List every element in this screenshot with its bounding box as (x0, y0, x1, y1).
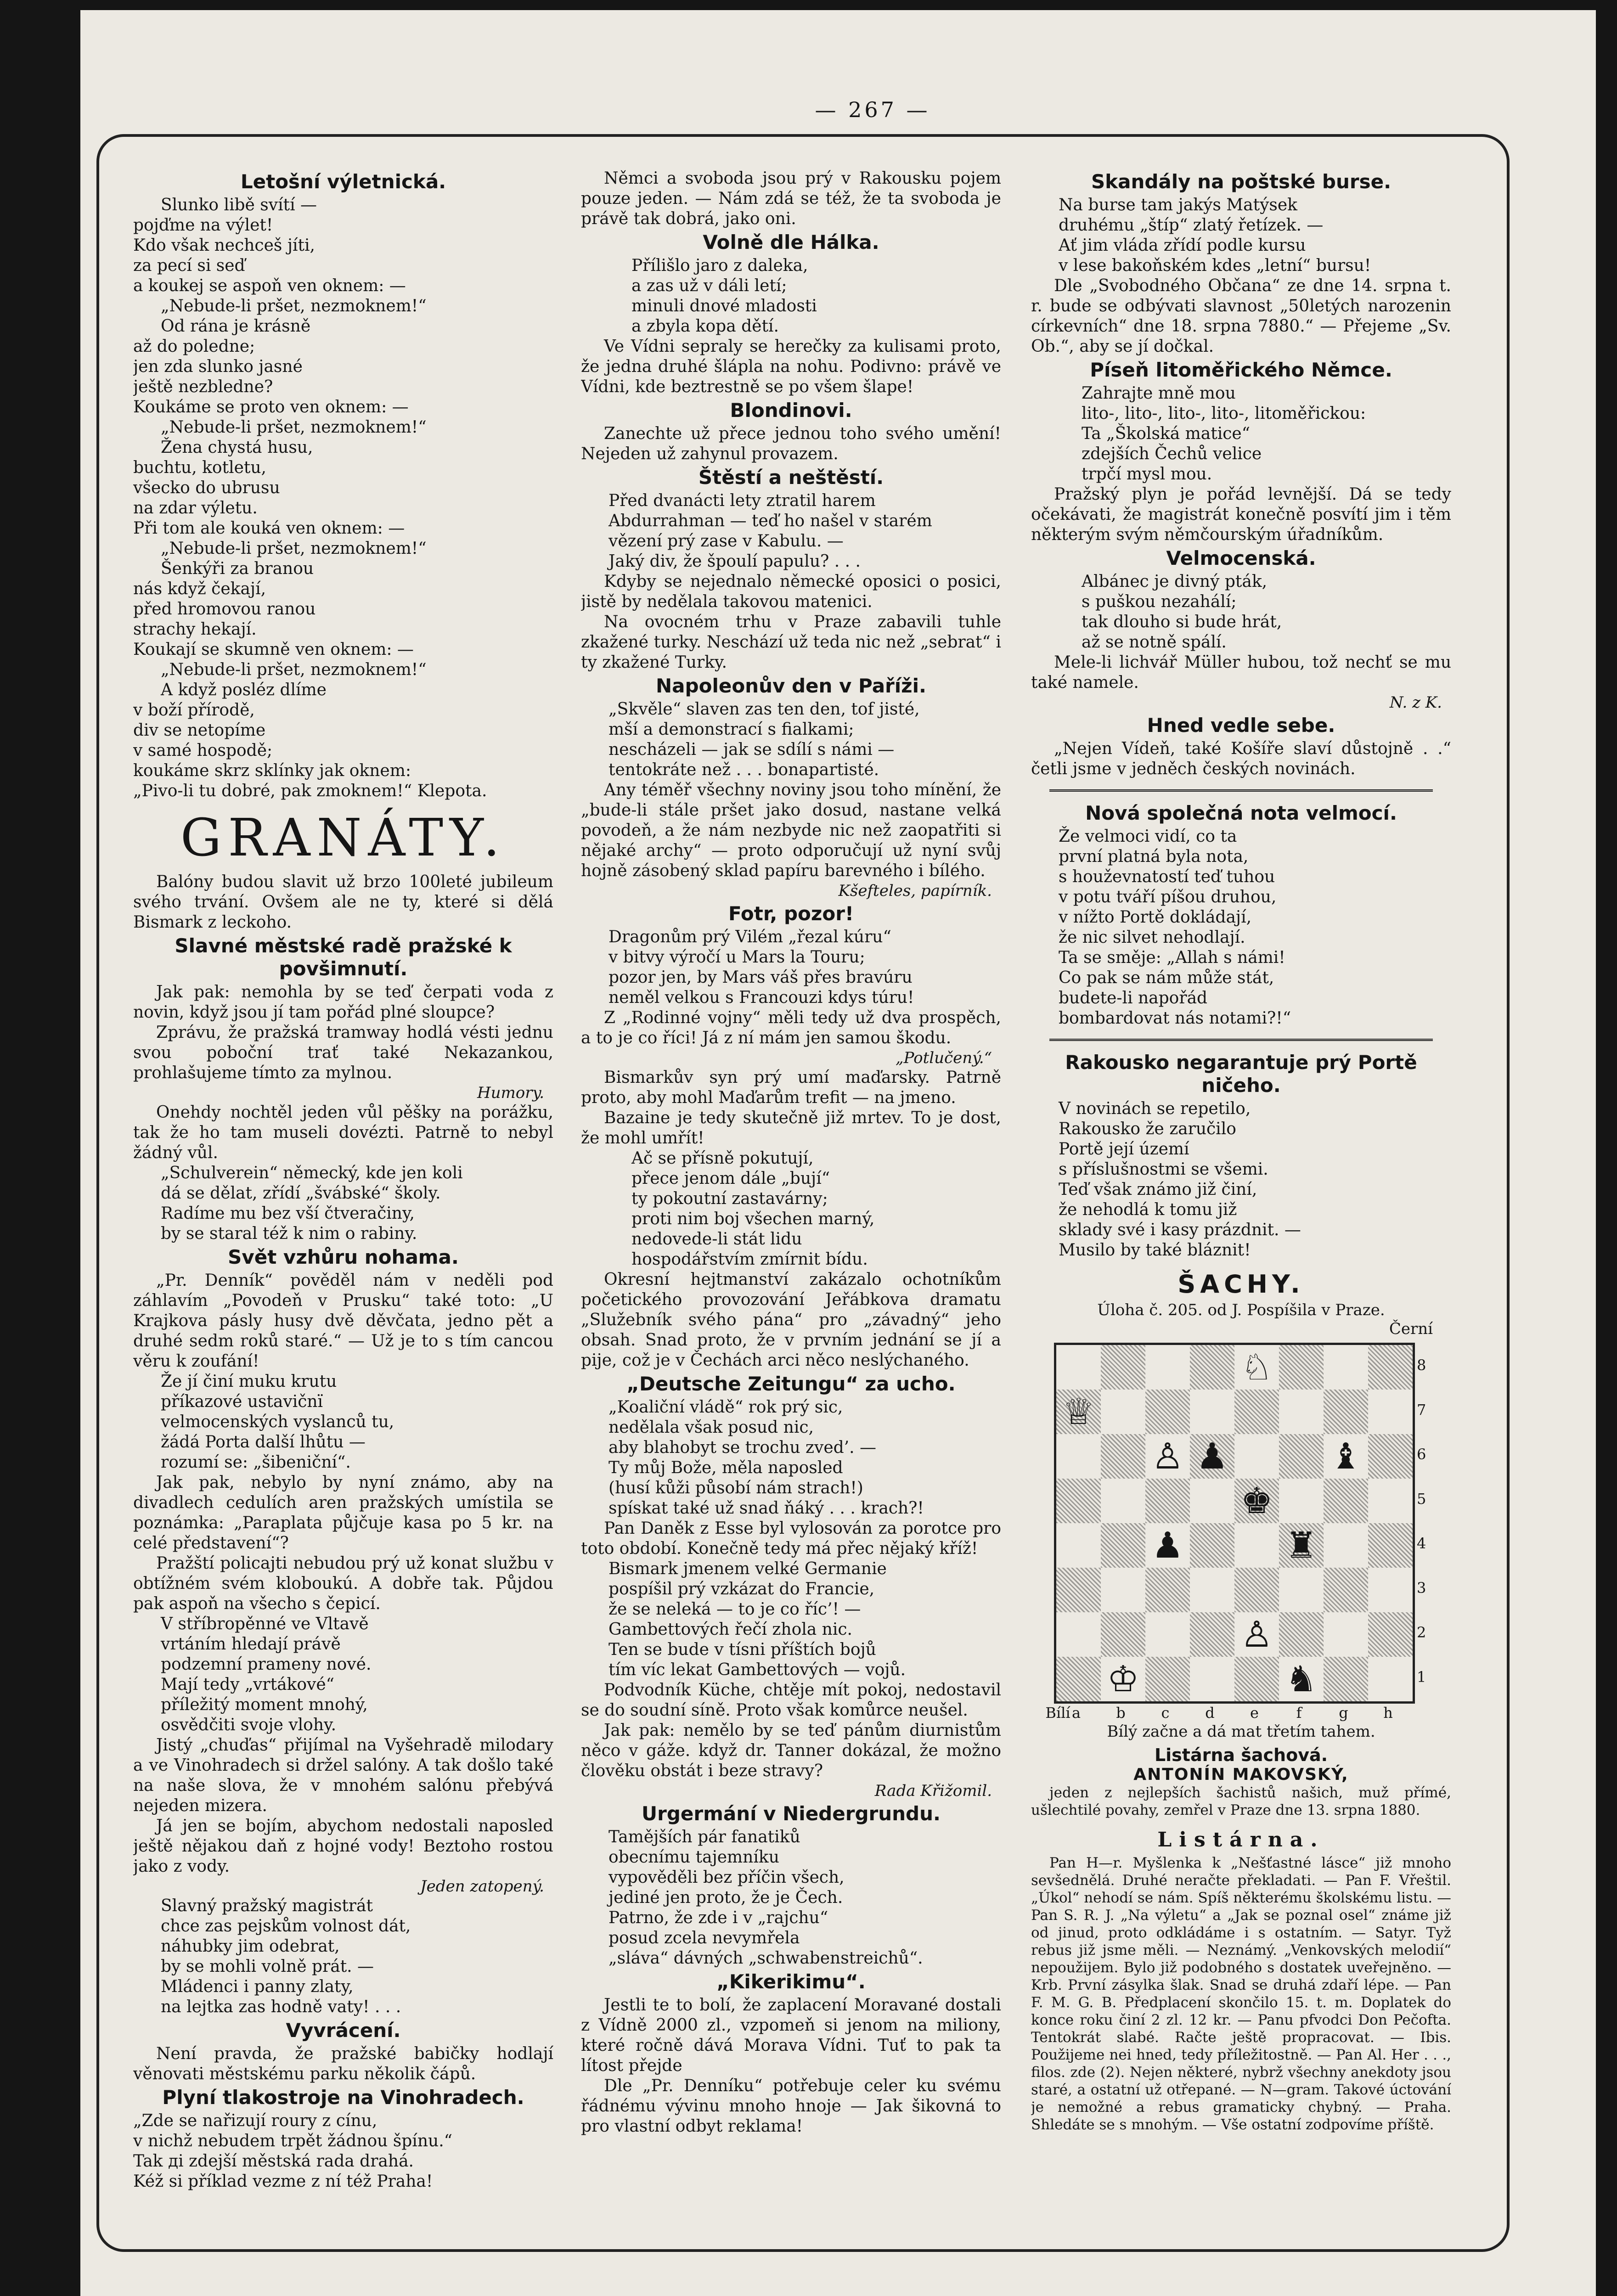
verse-line: že se neleká — to je co říc’! — (608, 1600, 861, 1619)
poem-line: Žena chystá husu, (161, 438, 313, 457)
paragraph: Pražští policajti nebudou prý už konat službu v obtížném svém kloboukú. A dobře tak. Půjdou pak aspoň na všecho s čepicí. (133, 1554, 553, 1613)
poem-line: v samé hospodě; (133, 741, 273, 760)
chess-square (1056, 1523, 1101, 1568)
poem-line: „Nebude-li pršet, nezmoknem!“ (161, 418, 427, 437)
paragraph: Kdyby se nejednalo německé oposici o posici, jistě by nedělala takovou matenici. (581, 572, 1001, 611)
verse-line: Ať jim vláda zřídí podle kursu (1059, 236, 1306, 255)
verse-line: v potu tváří píšou druhou, (1059, 888, 1277, 906)
verse-line: sklady své i kasy prázdnit. — (1059, 1221, 1301, 1239)
file-label: d (1205, 1704, 1215, 1722)
paragraph: Zanechte už přece jednou toho svého umění! Nejeden už zahynul provazem. (581, 424, 1001, 463)
verse-line: Mládenci i panny zlaty, (161, 1977, 354, 1996)
chess-square (1324, 1657, 1368, 1701)
poem-line: nás když čekají, (133, 580, 266, 598)
verse-line: velmocenských vyslanců tu, (161, 1412, 394, 1431)
paragraph: Zprávu, že pražská tramway hodlá vésti jednu svou poboční trať také Nekazankou, prohlašujeme tímto za mylnou. (133, 1023, 553, 1082)
chess-square (1145, 1345, 1190, 1390)
verse-line: Slavný pražský magistrát (161, 1896, 373, 1915)
chess-square (1279, 1657, 1324, 1701)
chess-square (1234, 1657, 1279, 1701)
column-middle (581, 169, 1001, 2221)
paragraph: Bazaine je tedy skutečně již mrtev. To je dost, že mohl umřít! (581, 1109, 1001, 1148)
chess-square (1279, 1612, 1324, 1657)
chess-square (1368, 1657, 1413, 1701)
poem-line: „Nebude-li pršet, nezmoknem!“ (161, 297, 427, 315)
verse-line: Ta se směje: „Allah s námi! (1059, 948, 1285, 967)
file-label: a (1071, 1704, 1081, 1722)
verse-line: Že velmoci vidí, co ta (1059, 827, 1237, 846)
file-label: g (1339, 1704, 1348, 1722)
headline: Volně dle Hálka. (703, 231, 879, 253)
chess-square (1368, 1523, 1413, 1568)
chess-square (1056, 1612, 1101, 1657)
verse-line: rozumí se: „šibeniční“. (161, 1453, 351, 1472)
verse-line: jediné jen proto, že je Čech. (608, 1888, 843, 1907)
verse-line: Patrno, že zde i v „rajchu“ (608, 1908, 828, 1927)
headline: Fotr, pozor! (728, 902, 854, 925)
chess-piece: ♟ (1196, 1435, 1228, 1477)
paragraph: Jestli te to bolí, že zaplacení Moravané dostali z Vídně 2000 zl., vzpomeň si jenom na miliony, které ročně dává Morava Vídni. Tuť to pak ta lítost přejde (581, 1996, 1001, 2075)
verse-line: minuli dnové mladosti (631, 297, 817, 315)
chess-black-label: Černí (1389, 1320, 1433, 1338)
chess-square (1324, 1345, 1368, 1390)
verse-line: s příslušnostmi se všemi. (1059, 1160, 1268, 1179)
paragraph: Balóny budou slavit už brzo 100leté jubileum svého trvání. Ovšem ale ne ty, které si dělá Bismark z leckoho. (133, 872, 553, 932)
verse-line: lito-, lito-, lito-, lito-, litoměřickou: (1082, 404, 1366, 423)
chess-mailbox-title: Listárna šachová. (1154, 1745, 1328, 1765)
verse-line: by se staral též k nim o rabiny. (161, 1224, 417, 1243)
verse-line: bombardovat nás notami?!“ (1059, 1009, 1291, 1028)
paragraph: Jak pak, nebylo by nyní známo, aby na divadlech cedulích aren pražských umístila se poznámka: „Paraplata půjčuje kasa po 5 kr. na celé představení“? (133, 1473, 553, 1553)
verse-line: na lejtka zas hodně vaty! . . . (161, 1998, 401, 2016)
mailbox-text: Pan H—r. Myšlenka k „Nešťastné lásce“ již mnoho sevšednělá. Druhé neračte překladati. — Pan F. Vřeštil. „Úkol“ nehodí se nám. Spíš některému školskému listu. — Pan S. R. J. „Na výletu“ a „Jak se poznal osel“ známe již od jinud, proto odkládáme i s ostatním. — Satyr. Tyž rebus již jsme měli. — Neznámý. „Venkovských melodií“ nepoužijem. Bylo již podobného s dostatek uveřejněno. — Krb. První zásylka šlak. Snad se druhá zdaří lépe. — Pan F. M. G. B. Předplacení skončilo 15. t. m. Doplatek do konce roku činí 2 zl. 12 kr. — Panu pfvodci Don Pečofta. Tentokrát slabé. Račte ještě propracovat. — Ibis. Použijeme nei hned, tedy příležitostně. — Pan Al. Her . . ., filos. zde (2). Nejen některé, nybrž všechny anekdoty jsou staré, a ostatní už otřepané. — N—gram. Takové úctování je nemožné a rebus gramaticky chybný. — Praha. Shledáte se s mnohým. — Vše ostatní zodpovíme příště. (1031, 1855, 1451, 2133)
paragraph: Ve Vídni sepraly se herečky za kulisami proto, že jedna druhé šlápla na nohu. Podivno: právě ve Vídni, kde beztrestně se po všem šlape! (581, 337, 1001, 396)
chess-square (1324, 1523, 1368, 1568)
verse-line: hospodářstvím zmírnit bídu. (631, 1250, 868, 1269)
chess-piece: ♚ (1240, 1480, 1273, 1522)
chess-square (1234, 1612, 1279, 1657)
chess-square (1056, 1657, 1101, 1701)
chess-square (1190, 1390, 1234, 1434)
chess-piece: ♝ (1330, 1435, 1362, 1477)
file-label: c (1161, 1704, 1170, 1722)
paragraph: Jak pak: nemohla by se teď čerpati voda z novin, když jsou jí tam pořád plné sloupce? (133, 983, 553, 1022)
chess-square (1101, 1345, 1145, 1390)
chess-piece: ♘ (1240, 1346, 1273, 1388)
headline: Velmocenská. (1166, 547, 1316, 569)
poem-line: Koukáme se proto ven oknem: — (133, 398, 409, 416)
chess-square (1324, 1612, 1368, 1657)
chess-piece: ♕ (1062, 1391, 1095, 1433)
verse-line: ty pokoutní zastavárny; (631, 1189, 828, 1208)
chess-square (1101, 1523, 1145, 1568)
chess-piece: ♙ (1151, 1435, 1184, 1477)
poem-line: a koukej se aspoň ven oknem: — (133, 276, 406, 295)
chess-square (1145, 1523, 1190, 1568)
file-label: e (1250, 1704, 1259, 1722)
chess-square (1056, 1568, 1101, 1612)
poem-line: Slunko libě svítí — (161, 196, 317, 214)
poem-line: buchtu, kotletu, (133, 458, 266, 477)
verse-line: Gambettových řečí zhola nic. (608, 1620, 852, 1639)
chess-caption: Úloha č. 205. od J. Pospíšila v Praze. (1097, 1301, 1385, 1319)
poem-line: „Pivo-li tu dobré, pak zmoknem!“ Klepota. (133, 782, 487, 800)
paragraph: Onehdy nochtěl jeden vůl pěšky na porážku, tak že ho tam museli dovézti. Patrně to nebyl žádný vůl. (133, 1103, 553, 1162)
paragraph: „Pr. Denník“ pověděl nám v neděli pod záhlavím „Povodeň v Prusku“ také toto: „U Krajkova pásly husy dvě děvčata, jedno pět a druhé sedm roků staré.“ — Už je to s tím cancou věru k zoufání! (133, 1271, 553, 1371)
headline: Nová společná nota velmocí. (1085, 802, 1397, 824)
rank-label: 1 (1417, 1668, 1426, 1686)
paragraph: Dle „Pr. Denníku“ potřebuje celer ku svému řádnému vývinu mnoho hnoje — Jak šikovná to pro vlastní odbyt reklama! (581, 2077, 1001, 2136)
chess-square (1190, 1568, 1234, 1612)
chess-square (1324, 1479, 1368, 1523)
paragraph: Dle „Svobodného Občana“ ze dne 14. srpna t. r. bude se odbývati slavnost „50letých narozenin církevních“ dne 18. srpna 7880.“ — Přejeme „Sv. Ob.“, aby se jí dočkal. (1031, 276, 1451, 356)
chess-square (1056, 1434, 1101, 1479)
chess-square (1368, 1612, 1413, 1657)
verse-line: Tamějších pár fanatiků (608, 1828, 800, 1846)
verse-line: že nic silvet nehodlají. (1059, 928, 1245, 947)
verse-line: Mají tedy „vrtákové“ (161, 1675, 335, 1694)
column-left (133, 169, 553, 2221)
poem-line: Od rána je krásně (161, 317, 311, 336)
poem-line: A když posléz dlíme (161, 681, 327, 699)
file-label: b (1116, 1704, 1126, 1722)
chess-piece: ♔ (1107, 1658, 1139, 1700)
headline: Urgermání v Niedergrundu. (642, 1802, 941, 1825)
verse-line: s puškou nezahálí; (1082, 592, 1237, 611)
verse-line: vypověděli bez příčin všech, (608, 1868, 845, 1887)
paragraph: Jistý „chuďas“ přijímal na Vyšehradě milodary a ve Vinohradech si držel salóny. A tak došlo také na naše slova, že v mnohém salónu přebývá nejeden mizera. (133, 1736, 553, 1815)
chess-square (1368, 1345, 1413, 1390)
paragraph: Podvodník Küche, chtěje mít pokoj, nedostavil se do soudní síně. Proto však komůrce neušel. (581, 1681, 1001, 1720)
verse-line: Ten se bude v tísni příštích bojů (608, 1640, 876, 1659)
poem-line: „Nebude-li pršet, nezmoknem!“ (161, 539, 427, 558)
rank-label: 5 (1417, 1490, 1426, 1508)
chess-square (1056, 1390, 1101, 1434)
headline: Štěstí a neštěstí. (698, 466, 884, 489)
verse-line: pozor jen, by Mars váš přes bravúru (608, 968, 913, 987)
verse-line: v lese bakoňském kdes „letní“ bursu! (1059, 256, 1371, 275)
chess-square (1324, 1390, 1368, 1434)
verse-line: dá se dělat, zřídí „švábské“ školy. (161, 1184, 441, 1203)
chess-square (1324, 1434, 1368, 1479)
verse-line: mší a demonstrací s fialkami; (608, 720, 854, 739)
poem-line: „Nebude-li pršet, nezmoknem!“ (161, 660, 427, 679)
divider (1049, 789, 1433, 792)
poem-line: Šenkýři za branou (161, 559, 314, 578)
headline: Svět vzhůru nohama. (228, 1246, 459, 1268)
verse-line: Ty můj Bože, měla naposled (608, 1458, 843, 1477)
verse-line: Kéž si příklad vezme z ní též Praha! (133, 2172, 433, 2191)
poem-line: Koukají se skumně ven oknem: — (133, 640, 414, 659)
signature: Jeden zatopený. (420, 1877, 544, 1896)
paragraph: Němci a svoboda jsou prý v Rakousku pojem pouze jeden. — Nám zdá se též, že ta svoboda je právě tak dobrá, jako oni. (581, 169, 1001, 228)
chess-square (1279, 1390, 1324, 1434)
verse-line: žádá Porta další lhůtu — (161, 1433, 366, 1452)
rank-label: 8 (1417, 1356, 1426, 1374)
verse-line: s houževnatostí teď tuhou (1059, 867, 1275, 886)
verse-line: přece jenom dále „bují“ (631, 1169, 830, 1188)
signature: Rada Křižomil. (874, 1782, 992, 1800)
poem-line: na zdar výletu. (133, 499, 258, 518)
chess-board (1054, 1343, 1415, 1704)
verse-line: „Koaliční vládě“ rok prý sic, (608, 1398, 843, 1417)
verse-line: podzemní prameny nové. (161, 1655, 372, 1674)
verse-line: Bismark jmenem velké Germanie (608, 1559, 887, 1578)
chess-piece: ♟ (1151, 1525, 1184, 1566)
chess-square (1101, 1657, 1145, 1701)
verse-line: náhubky jim odebrat, (161, 1937, 340, 1956)
verse-line: vrtáním hledají právě (161, 1635, 341, 1654)
paragraph: Pan Daněk z Esse byl vylosován za porotce pro toto období. Konečně tedy má přec nějaký kříž! (581, 1519, 1001, 1558)
verse-line: V novinách se repetilo, (1059, 1099, 1251, 1118)
headline: Skandály na poštské burse. (1091, 170, 1392, 193)
verse-line: aby blahobyt se trochu zved’. — (608, 1438, 876, 1457)
poem-line: Při tom ale kouká ven oknem: — (133, 519, 405, 538)
chess-square (1145, 1390, 1190, 1434)
verse-line: Albánec je divný pták, (1082, 572, 1268, 591)
headline: „Kikerikimu“. (716, 1970, 866, 1993)
chess-square (1279, 1568, 1324, 1612)
chess-square (1101, 1434, 1145, 1479)
verse-line: Dragonům prý Vilém „řezal kúru“ (608, 928, 891, 946)
paragraph: Bismarkův syn prý umí maďarsky. Patrně proto, aby mohl Maďarům trefit — na jmeno. (581, 1068, 1001, 1107)
chess-square (1101, 1479, 1145, 1523)
chess-piece: ♙ (1240, 1614, 1273, 1655)
page-number: — 267 — (815, 97, 930, 122)
chess-footer: Bílý začne a dá mat třetím tahem. (1107, 1722, 1375, 1741)
chess-piece: ♞ (1285, 1658, 1318, 1700)
poem-title: Letošní výletnická. (240, 170, 446, 193)
chess-square (1234, 1523, 1279, 1568)
column-right (1031, 169, 1451, 2221)
verse-line: že nehodlá k tomu již (1059, 1200, 1237, 1219)
verse-line: pospíšil prý vzkázat do Francie, (608, 1580, 875, 1598)
poem-line: v boží přírodě, (133, 701, 255, 720)
verse-line: proti nim boj všechen marný, (631, 1210, 875, 1228)
paragraph: Není pravda, že pražské babičky hodlají věnovati městskému parku několik čápů. (133, 2044, 553, 2083)
poem-line: strachy hekají. (133, 620, 257, 639)
chess-white-label: Bílí (1045, 1704, 1070, 1722)
verse-line: v bitvy výročí u Mars la Touru; (608, 948, 865, 967)
paragraph: Mele-li lichvář Müller hubou, tož nechť se mu také namele. (1031, 653, 1451, 692)
verse-line: a zas už v dáli letí; (631, 276, 787, 295)
chess-square (1324, 1568, 1368, 1612)
chess-square (1368, 1390, 1413, 1434)
chess-square (1279, 1434, 1324, 1479)
poem-line: všecko do ubrusu (133, 478, 280, 497)
headline: Blondinovi. (730, 399, 852, 422)
verse-line: „Schulverein“ německý, kde jen koli (161, 1164, 463, 1182)
chess-square (1145, 1568, 1190, 1612)
headline: Vyvrácení. (286, 2019, 401, 2042)
verse-line: Tak ді zdejší městská rada drahá. (133, 2152, 414, 2171)
chess-square (1190, 1434, 1234, 1479)
poem-line: až do poledne; (133, 337, 255, 356)
chess-square (1234, 1568, 1279, 1612)
headline: Píseň litoměřického Němce. (1090, 359, 1392, 381)
chess-square (1190, 1612, 1234, 1657)
verse-line: Co pak se nám může stát, (1059, 968, 1274, 987)
chess-heading: ŠACHY. (1178, 1270, 1305, 1299)
chess-square (1279, 1345, 1324, 1390)
verse-line: neměl velkou s Francouzi kdys túru! (608, 988, 914, 1007)
verse-line: osvědčiti svoje vlohy. (161, 1716, 337, 1734)
headline: „Deutsche Zeitungu“ za ucho. (626, 1373, 956, 1395)
paragraph: Já jen se bojím, abychom nedostali naposled ještě nějakou daň z hojné vody! Beztoho rostou jako z vody. (133, 1817, 553, 1876)
rank-label: 7 (1417, 1401, 1426, 1418)
verse-line: vězení prý zase v Kabulu. — (608, 532, 844, 551)
chess-square (1101, 1612, 1145, 1657)
verse-line: „Zde se nařizují roury z cínu, (133, 2111, 377, 2130)
chess-piece: ♜ (1285, 1525, 1318, 1566)
rank-label: 2 (1417, 1624, 1426, 1641)
chess-square (1368, 1568, 1413, 1612)
verse-line: až se notně spálí. (1082, 633, 1227, 652)
section-title-granaty: GRANÁTY. (180, 808, 507, 868)
chess-square (1234, 1345, 1279, 1390)
verse-line: tím víc lekat Gambettových — vojů. (608, 1660, 906, 1679)
verse-line: Na burse tam jakýs Matýsek (1059, 196, 1297, 214)
verse-line: tentokráte než . . . bonapartisté. (608, 760, 879, 779)
chess-square (1101, 1568, 1145, 1612)
chess-square (1234, 1479, 1279, 1523)
poem-line: jen zda slunko jasné (133, 357, 303, 376)
verse-line: Rakousko že zaručilo (1059, 1120, 1236, 1138)
verse-line: V stříbropěnné ve Vltavě (161, 1615, 369, 1633)
paragraph: Okresní hejtmanství zakázalo ochotníkům početického provozování Jeřábkova dramatu „Služebník svého pána“ pro „závadný“ jeho obsah. Snad proto, že v prvním jednání se jí a pije, což je v Čechách arci něco neslýchaného. (581, 1270, 1001, 1370)
mailbox-title: Listárna. (1157, 1828, 1325, 1851)
chess-square (1279, 1479, 1324, 1523)
chess-square (1190, 1479, 1234, 1523)
poem-line: za pecí si seď (133, 256, 245, 275)
verse-line: Že jí činí muku krutu (161, 1372, 337, 1391)
verse-line: tak dlouho si bude hrát, (1082, 613, 1282, 631)
file-label: h (1383, 1704, 1393, 1722)
chess-diagram (1045, 1343, 1444, 1722)
verse-line: Portě její území (1059, 1140, 1189, 1159)
verse-line: Zahrajte mně mou (1082, 384, 1236, 403)
chess-square (1190, 1345, 1234, 1390)
headline: Rakousko negarantuje prý Portě ničeho. (1065, 1051, 1417, 1097)
chess-square (1368, 1479, 1413, 1523)
verse-line: „Skvěle“ slaven zas ten den, tof jisté, (608, 700, 920, 719)
headline: Plyní tlakostroje na Vinohradech. (162, 2086, 524, 2109)
chess-square (1368, 1434, 1413, 1479)
verse-line: chce zas pejskům volnost dát, (161, 1917, 411, 1936)
verse-line: v nichž nebudem trpět žádnou špínu.“ (133, 2132, 453, 2150)
headline: Slavné městské radě pražské k povšimnutí. (175, 934, 512, 980)
verse-line: a zbyla kopa dětí. (631, 317, 779, 336)
signature: Kšefteles, papírník. (838, 882, 992, 900)
chess-square (1145, 1479, 1190, 1523)
chess-square (1234, 1434, 1279, 1479)
paragraph: Jak pak: nemělo by se teď pánům diurnistům něco v gáže. když dr. Tanner dokázal, že možno člověku obstát i beze stravy? (581, 1721, 1001, 1780)
rank-label: 4 (1417, 1535, 1426, 1552)
paragraph: „Nejen Vídeň, také Košíře slaví důstojně . .“ četli jsme v jedněch českých novinách. (1031, 739, 1451, 778)
poem-line: Kdo však nechceš jíti, (133, 236, 315, 255)
poem-line: pojďme na výlet! (133, 216, 273, 235)
verse-line: trpčí mysl mou. (1082, 465, 1212, 484)
verse-line: by se mohli volně prát. — (161, 1957, 374, 1976)
headline: Hned vedle sebe. (1147, 714, 1335, 737)
paragraph: Na ovocném trhu v Praze zabavili tuhle zkažené turky. Neschází už teda nic než „sebrat“ i ty zkažené Turky. (581, 613, 1001, 672)
verse-line: druhému „štíp“ zlatý řetízek. — (1059, 216, 1324, 235)
signature: „Potlučený.“ (896, 1049, 992, 1067)
verse-line: Radíme mu bez vší čtveračiny, (161, 1204, 415, 1223)
poem-line: před hromovou ranou (133, 600, 316, 619)
verse-line: Před dvanácti lety ztratil harem (608, 491, 876, 510)
verse-line: spískat také už snad ňáký . . . krach?! (608, 1499, 924, 1518)
verse-line: příkazové ustavičnï (161, 1392, 323, 1411)
verse-line: Musilo by také bláznit! (1059, 1241, 1251, 1260)
obituary-text: jeden z nejlepších šachistů našich, muž přímé, ušlechtilé povahy, zemřel v Praze dne 13. srpna 1880. (1031, 1784, 1451, 1818)
verse-line: obecnímu tajemníku (608, 1848, 779, 1867)
chess-square (1145, 1657, 1190, 1701)
verse-line: budete-li napořád (1059, 989, 1208, 1007)
chess-square (1056, 1479, 1101, 1523)
obituary-name: ANTONÍN MAKOVSKÝ, (1133, 1765, 1349, 1784)
verse-line: nedělala však posud nic, (608, 1418, 814, 1437)
verse-line: Teď však známo již činí, (1059, 1180, 1257, 1199)
paragraph: Pražský plyn je pořád levnější. Dá se tedy očekávati, že magistrát konečně posvítí jim i těm některým svým němčourským úřadníkům. (1031, 485, 1451, 544)
headline: Napoleonův den v Paříži. (656, 675, 926, 697)
chess-square (1145, 1612, 1190, 1657)
chess-square (1279, 1523, 1324, 1568)
chess-square (1056, 1345, 1101, 1390)
verse-line: posud zcela nevymřela (608, 1929, 800, 1947)
file-label: f (1296, 1704, 1302, 1722)
verse-line: v nížto Portě dokládají, (1059, 908, 1252, 927)
verse-line: „sláva“ dávných „schwabenstreichů“. (608, 1949, 923, 1968)
chess-square (1190, 1523, 1234, 1568)
paragraph: Any téměř všechny noviny jsou toho mínění, že „bude-li stále pršet jako dosud, nastane velká povodeň, a že nám nezbyde nic než zaopatřiti si nějaké archy“ — proto odporučují už nyní svůj hojně zásobený sklad papíru barevného i bílého. (581, 781, 1001, 880)
poem-line: div se netopíme (133, 721, 266, 740)
verse-line: Abdurrahman — teď ho našel v starém (608, 512, 932, 530)
poem-body (133, 195, 553, 801)
verse-line: Ta „Školská matice“ (1082, 424, 1251, 443)
verse-line: příležitý moment mnohý, (161, 1695, 368, 1714)
newspaper-page (80, 10, 1596, 2296)
verse-line: Jaký div, že špoulí papulu? . . . (608, 552, 861, 571)
paragraph: Z „Rodinné vojny“ měli tedy už dva prospěch, a to je co říci! Já z ní mám jen samou škodu. (581, 1008, 1001, 1047)
chess-square (1101, 1390, 1145, 1434)
signature: N. z K. (1389, 693, 1442, 712)
chess-square (1234, 1390, 1279, 1434)
poem-line: ještě nezbledne? (133, 377, 273, 396)
divider (1049, 1039, 1433, 1041)
verse-line: nedovede-li stát lidu (631, 1230, 802, 1249)
verse-line: zdejších Čechů velice (1082, 445, 1262, 463)
poem-line: koukáme skrz sklínky jak oknem: (133, 761, 411, 780)
verse-line: nescházeli — jak se sdílí s námi — (608, 740, 895, 759)
rank-label: 6 (1417, 1446, 1426, 1463)
verse-line: (husí kůži působí nám strach!) (608, 1479, 863, 1497)
verse-line: Ač se přísně pokutují, (631, 1149, 814, 1168)
verse-line: Přílišlo jaro z daleka, (631, 256, 808, 275)
chess-square (1145, 1434, 1190, 1479)
rank-label: 3 (1417, 1579, 1426, 1597)
chess-square (1190, 1657, 1234, 1701)
signature: Humory. (477, 1084, 544, 1102)
file-labels (1045, 1704, 1431, 1722)
verse-line: první platná byla nota, (1059, 847, 1249, 866)
